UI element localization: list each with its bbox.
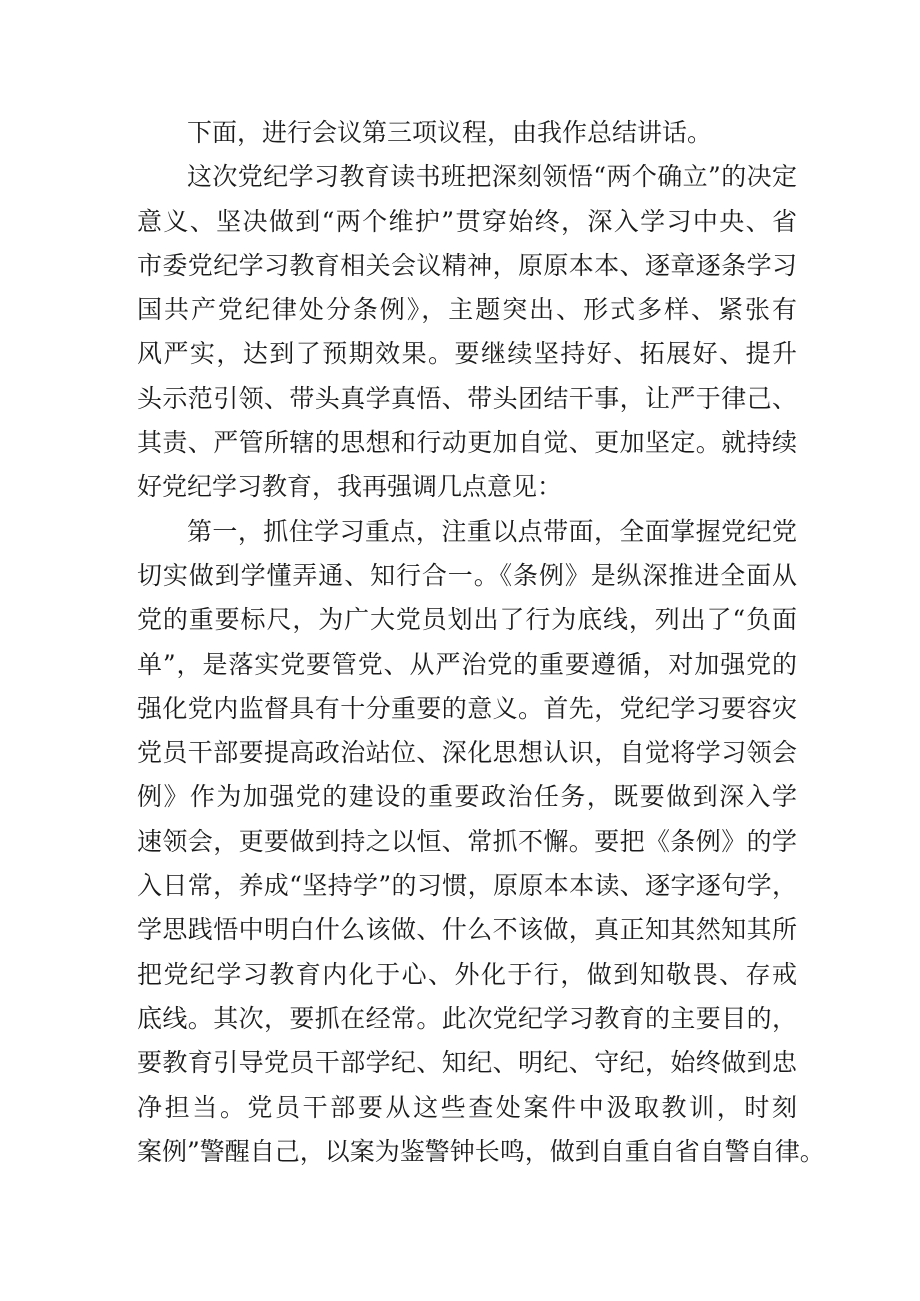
paragraph-3-line-15: 案例”警醒自己，以案为鉴警钟长鸣，做到自重自省自警自律。 xyxy=(137,1136,825,1166)
document-body xyxy=(137,111,825,1174)
paragraph-2-line-5: 风严实，达到了预期效果。要继续坚持好、拓展好、提升 xyxy=(137,339,797,369)
paragraph-2-line-1: 这次党纪学习教育读书班把深刻领悟“两个确立”的决定 xyxy=(187,162,797,192)
paragraph-3-line-7: 例》作为加强党的建设的重要政治任务，既要做到深入学 xyxy=(137,782,797,812)
paragraph-2-line-2: 意义、坚决做到“两个维护”贯穿始终，深入学习中央、省 xyxy=(137,206,797,236)
paragraph-2-line-4: 国共产党纪律处分条例》，主题突出、形式多样、紧张有 xyxy=(137,295,797,325)
paragraph-2-line-6: 头示范引领、带头真学真悟、带头团结干事，让严于律己、 xyxy=(137,383,797,413)
paragraph-3-line-2: 切实做到学懂弄通、知行合一。《条例》是纵深推进全面从 xyxy=(137,560,797,590)
paragraph-3-line-11: 把党纪学习教育内化于心、外化于行，做到知敬畏、存戒 xyxy=(137,959,797,989)
paragraph-3-line-14: 净担当。党员干部要从这些查处案件中汲取教训，时刻 xyxy=(137,1092,797,1122)
paragraph-1-line-1: 下面，进行会议第三项议程，由我作总结讲话。 xyxy=(187,118,713,147)
paragraph-2-line-7: 其责、严管所辖的思想和行动更加自觉、更加坚定。就持续 xyxy=(137,428,797,458)
paragraph-3-line-13: 要教育引导党员干部学纪、知纪、明纪、守纪，始终做到忠 xyxy=(137,1048,797,1078)
paragraph-3-line-10: 学思践悟中明白什么该做、什么不该做，真正知其然知其所 xyxy=(137,915,797,945)
paragraph-3-line-1: 第一，抓住学习重点，注重以点带面，全面掌握党纪党 xyxy=(187,516,797,546)
paragraph-3-line-9: 入日常，养成“坚持学”的习惯，原原本本读、逐字逐句学， xyxy=(137,871,797,901)
paragraph-3-line-8: 速领会，更要做到持之以恒、常抓不懈。要把《条例》的学 xyxy=(137,826,797,856)
paragraph-2-line-3: 市委党纪学习教育相关会议精神，原原本本、逐章逐条学习 xyxy=(137,250,797,280)
paragraph-3-line-4: 单”，是落实党要管党、从严治党的重要遵循，对加强党的 xyxy=(137,649,797,679)
paragraph-2-line-8: 好党纪学习教育，我再强调几点意见： xyxy=(137,472,563,502)
paragraph-3-line-6: 党员干部要提高政治站位、深化思想认识，自觉将学习领会 xyxy=(137,738,797,768)
paragraph-3-line-5: 强化党内监督具有十分重要的意义。首先，党纪学习要容灾 xyxy=(137,693,797,723)
paragraph-3-line-3: 党的重要标尺，为广大党员划出了行为底线，列出了“负面 xyxy=(137,605,797,635)
paragraph-3-line-12: 底线。其次，要抓在经常。此次党纪学习教育的主要目的， xyxy=(137,1003,797,1033)
